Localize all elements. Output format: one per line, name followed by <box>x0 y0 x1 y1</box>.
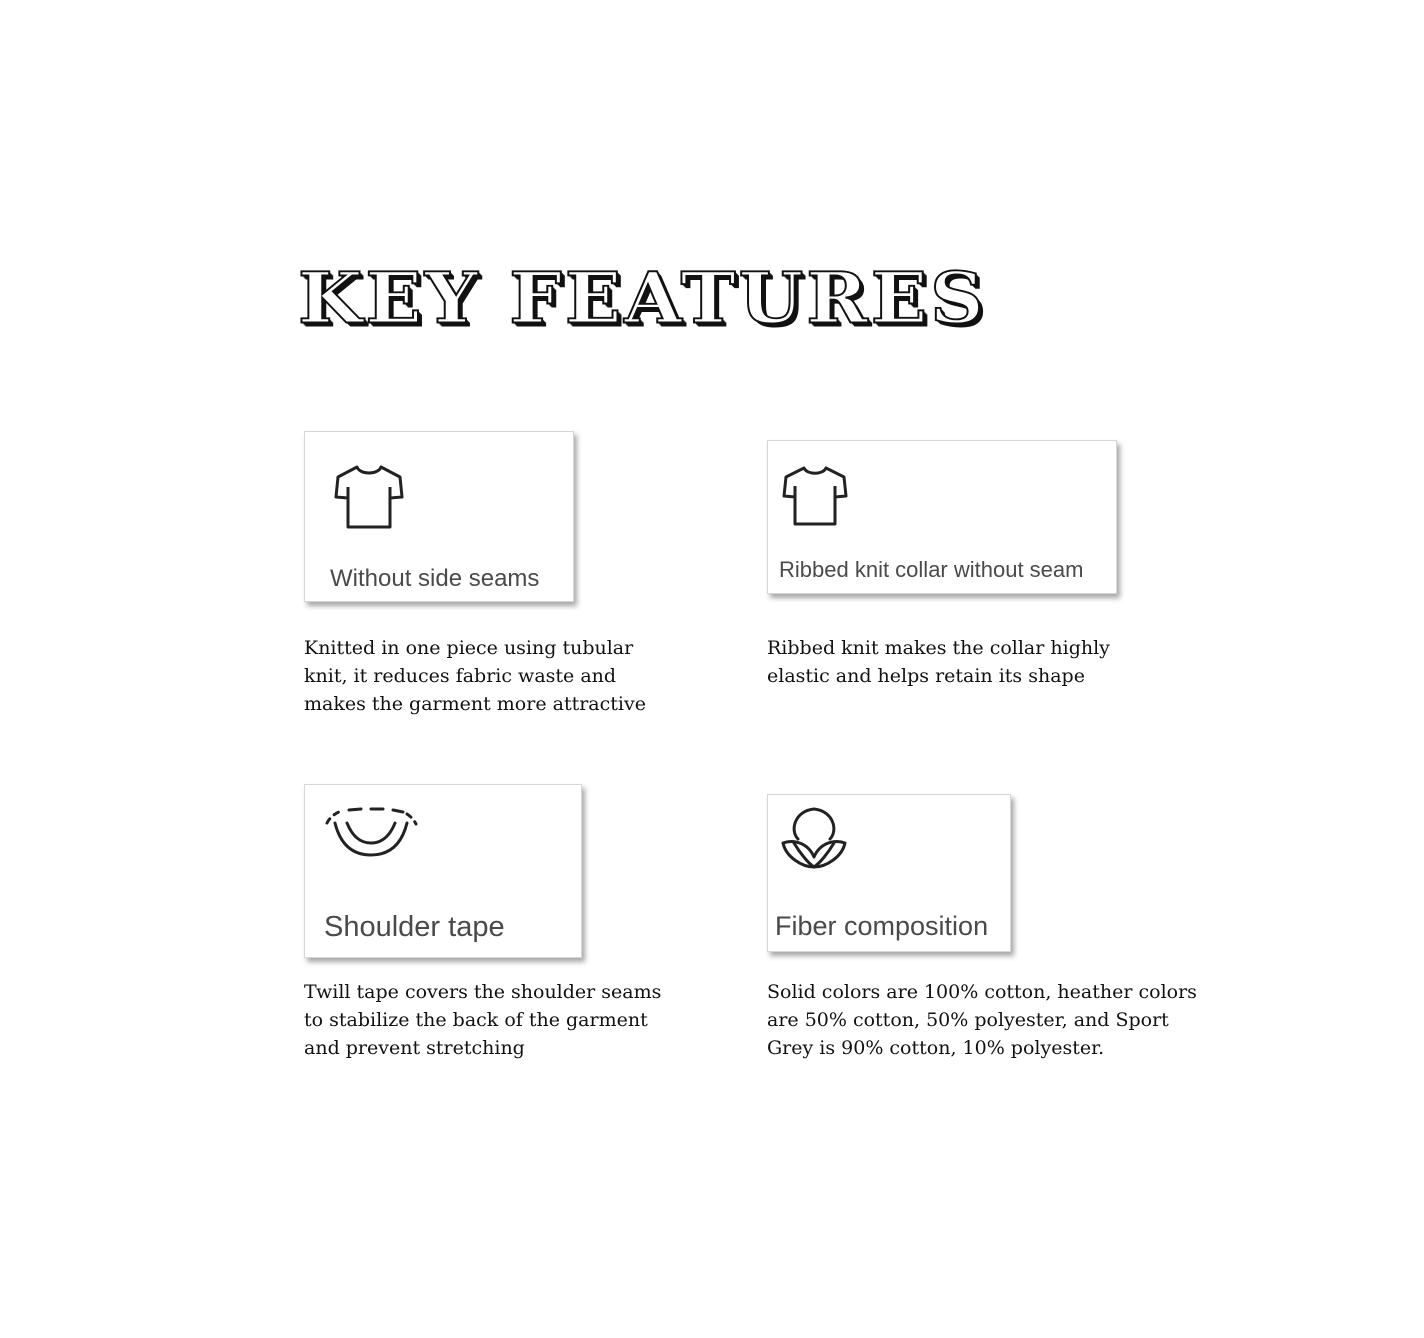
shoulder-tape-icon <box>321 807 421 863</box>
feature-card-ribbed-knit-collar <box>767 440 1117 594</box>
t-shirt-icon <box>782 465 848 527</box>
description-line: Solid colors are 100% cotton, heather colors <box>767 981 1197 1003</box>
feature-card-label: Shoulder tape <box>324 911 505 943</box>
description-line: knit, it reduces fabric waste and <box>304 665 617 687</box>
feature-description <box>767 634 1110 690</box>
description-line: Grey is 90% cotton, 10% polyester. <box>767 1037 1105 1059</box>
description-line: Ribbed knit makes the collar highly <box>767 637 1110 659</box>
feature-description <box>767 978 1197 1062</box>
cotton-fiber-icon <box>780 805 848 873</box>
feature-card-without-side-seams <box>304 431 574 602</box>
feature-card-label: Ribbed knit collar without seam <box>779 557 1084 582</box>
feature-description <box>304 978 661 1062</box>
feature-card-shoulder-tape <box>304 784 582 958</box>
description-line: to stabilize the back of the garment <box>304 1009 648 1031</box>
feature-card-fiber-composition <box>767 794 1011 952</box>
feature-description <box>304 634 646 718</box>
feature-card-label: Without side seams <box>330 565 540 592</box>
description-line: Twill tape covers the shoulder seams <box>304 981 662 1003</box>
feature-card-label: Fiber composition <box>775 911 989 941</box>
page-title: KEY FEATURES <box>298 257 987 340</box>
description-line: and prevent stretching <box>304 1037 525 1059</box>
description-line: makes the garment more attractive <box>304 693 646 715</box>
description-line: Knitted in one piece using tubular <box>304 637 634 659</box>
description-line: elastic and helps retain its shape <box>767 665 1085 687</box>
t-shirt-icon <box>333 464 405 530</box>
description-line: are 50% cotton, 50% polyester, and Sport <box>767 1009 1169 1031</box>
